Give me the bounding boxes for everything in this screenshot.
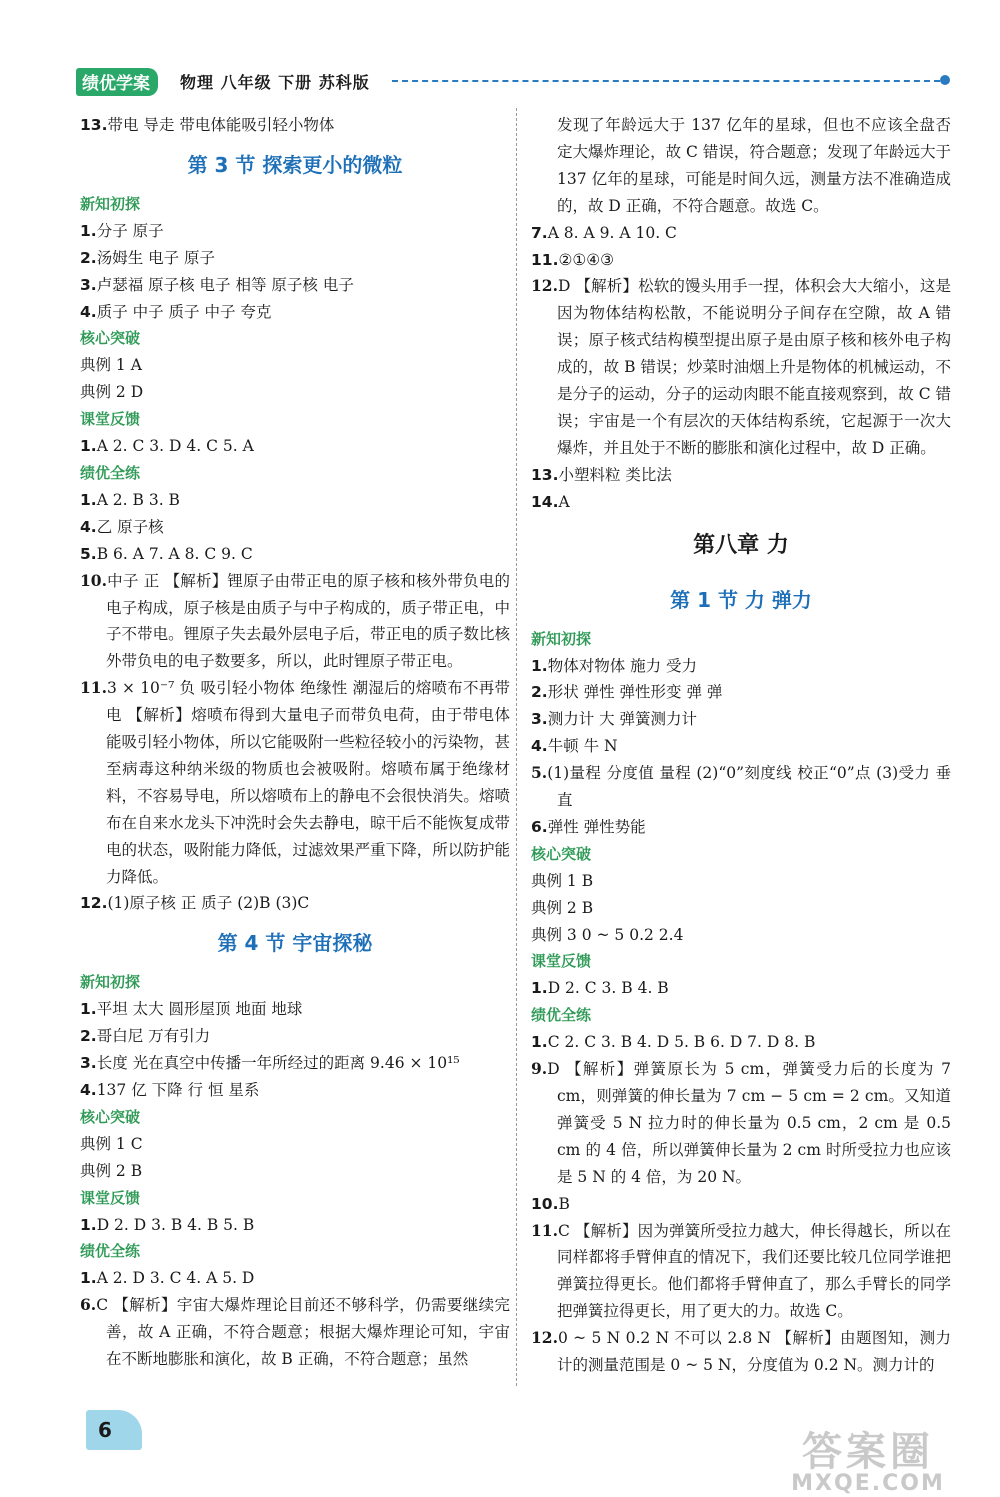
item-number: 2. [531,683,548,702]
answer-item [531,247,951,274]
answer-item [531,733,951,760]
answer-item [80,272,510,299]
answer-item [80,1158,510,1185]
item-number: 1. [80,1269,97,1288]
answer-item [80,245,510,272]
subsection-heading: 新知初探 [80,973,141,992]
continued-paragraph: 发现了年龄远大于 137 亿年的星球，但也不应该全盘否定大爆炸理论，故 C 错误，符合题意；发现了年龄远大于 137 亿年的星球，可能是时间久远，测量方法不准确造成的，故 D 正确，不符合题意。故选 C。 [557,116,951,215]
answer-item [531,868,951,895]
answer-item [80,1050,510,1077]
item-text: 形状 弹性 弹性形变 弹 弹 [547,683,723,702]
item-text: D 2. D 3. B 4. B 5. B [96,1215,255,1234]
item-number: 6. [531,817,548,836]
answer-item [80,112,510,139]
item-text: 长度 光在真空中传播一年所经过的距离 9.46 × 10¹⁵ [96,1054,460,1073]
item-text: 汤姆生 电子 原子 [96,248,216,267]
answer-item [80,541,510,568]
answer-item [80,568,510,676]
page-header [76,66,950,96]
right-column [531,112,951,1379]
item-text: 3 × 10⁻⁷ 负 吸引轻小物体 绝缘性 潮湿后的熔喷布不再带电 【解析】熔喷布得到大量电子而带负电荷，由于带电体能吸引轻小物体，所以它能吸附一些粒径较小的污染物，甚至病毒这种纳米级的物质也会被吸附。熔喷布属于绝缘材料，不容易导电，所以熔喷布上的静电不会很快消失。熔喷布在自来水龙头下冲洗时会失去静电，晾干后不能恢复成带电的状态，吸附能力降低，过滤效果严重下降，所以防护能力降低。 [106,679,510,886]
item-number: 3. [80,275,97,294]
item-text: 典例 1 B [531,871,594,890]
header-rule [392,80,940,82]
item-number: 13. [531,465,559,484]
answer-item [80,890,510,917]
item-number: 12. [80,894,108,913]
answer-item [80,675,510,890]
item-number: 5. [80,544,97,563]
watermark-url: MXQE.COM [791,1471,945,1496]
item-text: 哥白尼 万有引力 [96,1027,211,1046]
item-text: 典例 2 B [531,898,594,917]
item-number: 1. [80,221,97,240]
answer-item [531,1056,951,1191]
item-text: A 8. A 9. A 10. C [547,223,677,242]
answer-item [531,975,951,1002]
answer-item [80,352,510,379]
answer-item [80,1077,510,1104]
answer-item [80,1131,510,1158]
subsection-heading: 核心突破 [80,1107,141,1126]
item-text: 带电 导走 带电体能吸引轻小物体 [107,116,335,134]
answer-item [531,895,951,922]
answer-item [80,299,510,326]
item-number: 2. [80,1027,97,1046]
item-text: 小塑料粒 类比法 [558,465,672,484]
item-text: B [558,1194,570,1213]
item-text: 0 ~ 5 N 0.2 N 不可以 2.8 N 【解析】由题图知，测力计的测量范围是 0 ~ 5 N，分度值为 0.2 N。测力计的 [557,1329,951,1375]
item-number: 3. [531,710,548,729]
item-number: 1. [80,437,97,456]
item-text: A 2. B 3. B [96,490,180,509]
answer-item [531,273,951,461]
item-number: 1. [531,656,548,675]
item-text: A 2. D 3. C 4. A 5. D [96,1269,255,1288]
brand-badge: 绩优学案 [76,68,158,96]
subsection-heading: 课堂反馈 [80,410,141,429]
item-text: 乙 原子核 [96,517,164,536]
item-text: 弹性 弹性势能 [547,817,646,836]
item-number: 11. [80,678,107,698]
item-text: D 【解析】弹簧原长为 5 cm，弹簧受力后的长度为 7 cm，则弹簧的伸长量为 7 cm − 5 cm = 2 cm。又知道弹簧受 5 N 拉力时的伸长量为 0.5 cm，2 cm 是 0.5 cm 的 4 倍，所以弹簧伸长量为 2 cm 时所受拉力也应该是 5 N 的 4 倍，为 20 N。 [547,1060,951,1186]
answer-item [531,1029,951,1056]
item-text: D 2. C 3. B 4. B [547,979,669,998]
chapter-title: 第八章 力 [693,531,789,558]
answer-item [531,706,951,733]
subsection-heading: 核心突破 [80,329,141,348]
answer-item [531,220,951,247]
answer-item [531,814,951,841]
answer-item [80,1292,510,1373]
answer-item [531,679,951,706]
subsection-heading: 课堂反馈 [80,1188,141,1207]
item-text: A [558,492,570,511]
subsection-heading: 核心突破 [531,844,592,863]
answer-item [80,1023,510,1050]
item-text: 典例 1 A [80,356,142,375]
answer-item [80,379,510,406]
answer-item [531,1325,951,1379]
item-text: 平坦 太大 圆形屋顶 地面 地球 [96,1000,303,1019]
answer-item [80,487,510,514]
item-number: 12. [531,1328,558,1348]
section-title: 第 1 节 力 弹力 [670,587,812,612]
header-subtitle: 物理 八年级 下册 苏科版 [180,73,370,92]
answer-item [531,1191,951,1218]
answer-item [531,653,951,680]
item-text: 卢瑟福 原子核 电子 相等 原子核 电子 [96,275,354,294]
item-number: 5. [531,763,548,783]
subsection-heading: 新知初探 [531,629,592,648]
item-text: 典例 3 0 ~ 5 0.2 2.4 [531,925,684,944]
section-title: 第 4 节 宇宙探秘 [217,931,373,956]
item-number: 12. [531,276,558,296]
item-number: 14. [531,492,559,511]
item-number: 1. [531,979,548,998]
subsection-heading: 新知初探 [80,194,141,213]
answer-item [80,514,510,541]
item-text: C 2. C 3. B 4. D 5. B 6. D 7. D 8. B [547,1033,816,1052]
item-number: 2. [80,248,97,267]
item-text: 物体对物体 施力 受力 [547,656,698,675]
item-text: B 6. A 7. A 8. C 9. C [96,544,253,563]
item-number: 4. [80,302,97,321]
item-number: 7. [531,223,548,242]
header-dot-icon [940,75,950,85]
item-text: 测力计 大 弹簧测力计 [547,710,698,729]
item-number: 1. [80,1215,97,1234]
item-number: 9. [531,1059,548,1079]
section-title: 第 3 节 探索更小的微粒 [187,152,403,177]
item-text: 137 亿 下降 行 恒 星系 [96,1081,260,1099]
watermark [768,1420,968,1496]
item-text: 中子 正 【解析】锂原子由带正电的原子核和核外带负电的电子构成，原子核是由质子与中子构成的，质子带正电，中子不带电。锂原子失去最外层电子后，带正电的质子数比核外带负电的电子数要多，所以，此时锂原子带正电。 [106,571,510,671]
item-number: 1. [80,1000,97,1019]
subsection-heading: 绩优全练 [80,1242,141,1261]
subsection-heading: 绩优全练 [80,463,141,482]
item-text: C 【解析】因为弹簧所受拉力越大，伸长得越长，所以在同样都将手臂伸直的情况下，我们还要比较几位同学谁把弹簧拉得更长。他们都将手臂伸直了，那么手臂长的同学把弹簧拉得更长，用了更大的力。故选 C。 [557,1221,951,1321]
item-text: D 【解析】松软的馒头用手一捏，体积会大大缩小，这是因为物体结构松散，不能说明分子间存在空隙，故 A 错误；原子核式结构模型提出原子是由原子核和核外电子构成的，故 B 错误；炒菜时油烟上升是物体的机械运动，不是分子的运动，分子的运动肉眼不能直接观察到，故 C 错误；宇宙是一个有层次的天体结构系统，它起源于一次大爆炸，并且处于不断的膨胀和演化过程中，故 D 正确。 [557,277,951,457]
item-number: 11. [531,250,559,269]
answer-item [80,218,510,245]
page-number: 6 [98,1418,112,1442]
item-text: (1)原子核 正 质子 (2)B (3)C [107,894,310,913]
answer-item [80,1265,510,1292]
answer-item [531,489,951,516]
item-text: ②①④③ [558,250,615,269]
item-number: 4. [531,737,548,756]
item-number: 4. [80,1081,97,1099]
page-number-badge [86,1410,142,1450]
subsection-heading: 课堂反馈 [531,952,592,971]
item-text: 典例 2 B [80,1161,143,1180]
answer-item [80,433,510,460]
left-column [80,112,510,1373]
item-text: 分子 原子 [96,221,164,240]
item-text: 典例 1 C [80,1134,143,1153]
item-number: 4. [80,517,97,536]
answer-item [531,922,951,949]
item-number: 6. [80,1295,97,1315]
item-number: 10. [531,1194,559,1213]
watermark-logo: 答案圈 [802,1429,934,1475]
column-divider [516,108,517,1386]
item-text: C 【解析】宇宙大爆炸理论目前还不够科学，仍需要继续完善，故 A 正确，不符合题意；根据大爆炸理论可知，宇宙在不断地膨胀和演化，故 B 正确，不符合题意；虽然 [96,1296,510,1369]
answer-item [531,760,951,814]
answer-item [80,1212,510,1239]
item-text: (1)量程 分度值 量程 (2)“0”刻度线 校正“0”点 (3)受力 垂直 [547,764,951,810]
subsection-heading: 绩优全练 [531,1006,592,1025]
item-text: 典例 2 D [80,383,144,402]
item-number: 13. [80,116,108,134]
item-number: 1. [531,1033,548,1052]
answer-item [80,996,510,1023]
item-number: 11. [531,1220,558,1240]
item-number: 1. [80,490,97,509]
answer-item [531,1218,951,1326]
item-number: 10. [80,570,107,590]
answer-item [531,462,951,489]
item-text: 牛顿 牛 N [547,737,618,756]
item-number: 3. [80,1054,97,1073]
item-text: A 2. C 3. D 4. C 5. A [96,437,254,456]
item-text: 质子 中子 质子 中子 夸克 [96,302,272,321]
